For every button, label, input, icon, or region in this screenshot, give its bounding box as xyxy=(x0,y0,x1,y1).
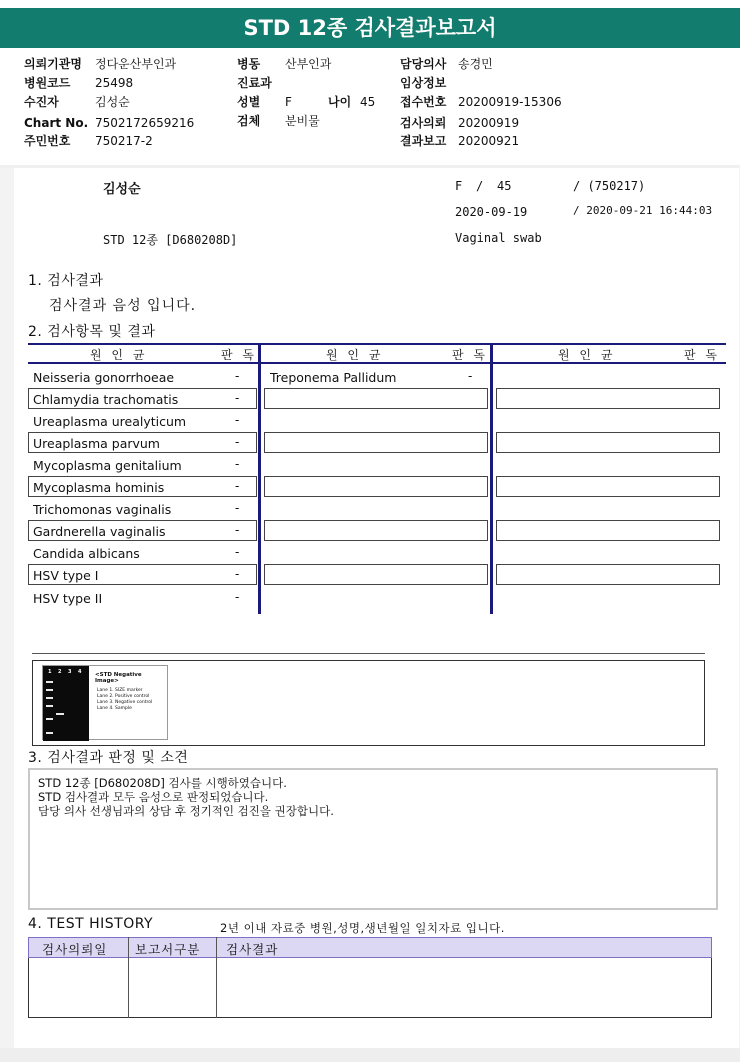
organism-name: Ureaplasma urealyticum xyxy=(33,414,187,429)
patient-birth: / (750217) xyxy=(573,179,646,193)
organism-result: - xyxy=(235,523,240,537)
organism-name: Ureaplasma parvum xyxy=(33,436,160,451)
organism-result: - xyxy=(468,369,473,383)
gel-image xyxy=(42,665,168,740)
report-title: STD 12종 검사결과보고서 xyxy=(0,8,740,48)
opinion-line: STD 12종 [D680208D] 검사를 시행하였습니다. xyxy=(38,776,287,790)
col3-row-box xyxy=(496,476,720,497)
value-requesting-institution: 정다운산부인과 xyxy=(95,57,177,71)
header-info xyxy=(0,0,740,160)
organism-result: - xyxy=(235,501,240,515)
value-result-report: 20200921 xyxy=(458,134,520,148)
label-patient: 수진자 xyxy=(24,95,59,109)
label-test-request: 검사의뢰 xyxy=(400,116,447,130)
label-doctor: 담당의사 xyxy=(400,57,447,71)
specimen-type: Vaginal swab xyxy=(455,231,542,245)
value-ward: 산부인과 xyxy=(285,57,332,71)
value-resident-no: 750217-2 xyxy=(95,134,153,148)
label-specimen: 검체 xyxy=(237,114,261,128)
value-doctor: 송경민 xyxy=(458,57,493,71)
patient-sex: F xyxy=(455,179,463,193)
organism-name: Trichomonas vaginalis xyxy=(33,502,172,517)
gel-band xyxy=(46,705,53,707)
history-table-header xyxy=(28,937,712,958)
lane-number: 3 xyxy=(68,669,72,675)
col1-organism-header: 원 인 균 xyxy=(90,348,148,362)
opinion-box xyxy=(28,768,718,910)
label-sex: 성별 xyxy=(237,95,261,109)
history-col-divider xyxy=(216,937,217,1018)
section3-title: 3. 검사결과 판정 및 소견 xyxy=(28,750,189,766)
organism-name: Gardnerella vaginalis xyxy=(33,524,166,539)
gel-image-title: <STD Negative Image> xyxy=(95,672,142,684)
value-specimen: 분비물 xyxy=(285,114,320,128)
gel-legend-item: Lane 1. SIZE marker xyxy=(97,688,143,693)
grid-divider-2 xyxy=(490,343,493,614)
col2-result-header: 판 독 xyxy=(452,348,488,362)
history-table-body xyxy=(28,958,712,1018)
section1-title: 1. 검사결과 xyxy=(28,273,104,289)
section4-note: 2년 이내 자료중 병원,성명,생년월일 일치자료 입니다. xyxy=(220,921,505,935)
label-hospital-code: 병원코드 xyxy=(24,76,71,90)
opinion-line: 담당 의사 선생님과의 상담 후 정기적인 검진을 권장합니다. xyxy=(38,804,334,818)
label-age: 나이 xyxy=(328,95,352,109)
history-col-request-date: 검사의뢰일 xyxy=(42,942,108,957)
label-chart-no: Chart No. xyxy=(24,116,89,130)
history-col-divider xyxy=(128,937,129,1018)
organism-result: - xyxy=(235,545,240,559)
organism-result: - xyxy=(235,567,240,581)
image-top-line xyxy=(32,653,705,654)
grid-top-line xyxy=(28,343,726,345)
value-receipt-no: 20200919-15306 xyxy=(458,95,562,109)
gel-legend-item: Lane 2. Positive control xyxy=(97,694,150,699)
value-age: 45 xyxy=(360,95,376,109)
col3-result-header: 판 독 xyxy=(684,348,720,362)
organism-result: - xyxy=(235,391,240,405)
organism-result: - xyxy=(235,369,240,383)
lane-number: 1 xyxy=(48,669,52,675)
label-result-report: 결과보고 xyxy=(400,134,447,148)
label-requesting-institution: 의뢰기관명 xyxy=(24,57,82,71)
col3-row-box xyxy=(496,564,720,585)
organism-name: Mycoplasma genitalium xyxy=(33,458,182,473)
page-edge-left xyxy=(0,168,14,1048)
value-hospital-code: 25498 xyxy=(95,76,134,90)
organism-result: - xyxy=(235,590,240,604)
lane-number: 2 xyxy=(58,669,62,675)
col2-row-box xyxy=(264,432,488,453)
col2-organism-header: 원 인 균 xyxy=(326,348,384,362)
organism-result: - xyxy=(235,457,240,471)
request-date: 2020-09-19 xyxy=(455,205,528,219)
gel-band xyxy=(46,732,53,734)
header-separator xyxy=(0,165,740,168)
col3-row-box xyxy=(496,432,720,453)
col2-row-box xyxy=(264,520,488,541)
patient-slash: / xyxy=(476,179,484,193)
opinion-line: STD 검사결과 모두 음성으로 판정되었습니다. xyxy=(38,790,269,804)
organism-name: HSV type II xyxy=(33,591,103,606)
section1-result-text: 검사결과 음성 입니다. xyxy=(49,298,197,314)
organism-name: HSV type I xyxy=(33,568,99,583)
gel-band xyxy=(46,697,53,699)
organism-name: Mycoplasma hominis xyxy=(33,480,165,495)
col2-row-box xyxy=(264,564,488,585)
gel-band xyxy=(46,718,53,720)
label-receipt-no: 접수번호 xyxy=(400,95,447,109)
value-sex: F xyxy=(285,95,292,109)
gel-band xyxy=(46,681,53,683)
organism-result: - xyxy=(235,479,240,493)
gel-legend-item: Lane 4. Sample xyxy=(97,706,132,711)
col2-row-box xyxy=(264,476,488,497)
section4-title: 4. TEST HISTORY xyxy=(28,916,154,932)
col3-organism-header: 원 인 균 xyxy=(558,348,616,362)
col2-row-box xyxy=(264,388,488,409)
gel-band xyxy=(46,689,53,691)
col3-row-box xyxy=(496,520,720,541)
value-patient: 김성순 xyxy=(95,95,130,109)
patient-name: 김성순 xyxy=(103,182,141,197)
value-test-request: 20200919 xyxy=(458,116,520,130)
label-clinical-info: 임상정보 xyxy=(400,76,447,90)
patient-age: 45 xyxy=(497,179,512,193)
gel-lanes xyxy=(43,666,89,741)
organism-name: Candida albicans xyxy=(33,546,140,561)
organism-result: - xyxy=(235,435,240,449)
label-department: 진료과 xyxy=(237,76,272,90)
lane-number: 4 xyxy=(78,669,82,675)
label-ward: 병동 xyxy=(237,57,261,71)
test-name: STD 12종 [D680208D] xyxy=(103,233,238,247)
label-resident-no: 주민번호 xyxy=(24,134,71,148)
gel-band xyxy=(56,713,64,715)
report-datetime: / 2020-09-21 16:44:03 xyxy=(573,204,713,217)
gel-legend-item: Lane 3. Negative control xyxy=(97,700,153,705)
organism-name: Neisseria gonorrhoeae xyxy=(33,370,175,385)
organism-result: - xyxy=(235,413,240,427)
organism-name: Treponema Pallidum xyxy=(270,370,397,385)
section2-title: 2. 검사항목 및 결과 xyxy=(28,324,156,340)
col3-row-box xyxy=(496,388,720,409)
history-col-report-type: 보고서구분 xyxy=(135,942,201,957)
organism-name: Chlamydia trachomatis xyxy=(33,392,179,407)
value-chart-no: 7502172659216 xyxy=(95,116,195,130)
col1-result-header: 판 독 xyxy=(221,348,257,362)
page-bottom-bar xyxy=(0,1048,740,1062)
grid-divider-1 xyxy=(258,343,261,614)
history-col-result: 검사결과 xyxy=(226,942,279,957)
